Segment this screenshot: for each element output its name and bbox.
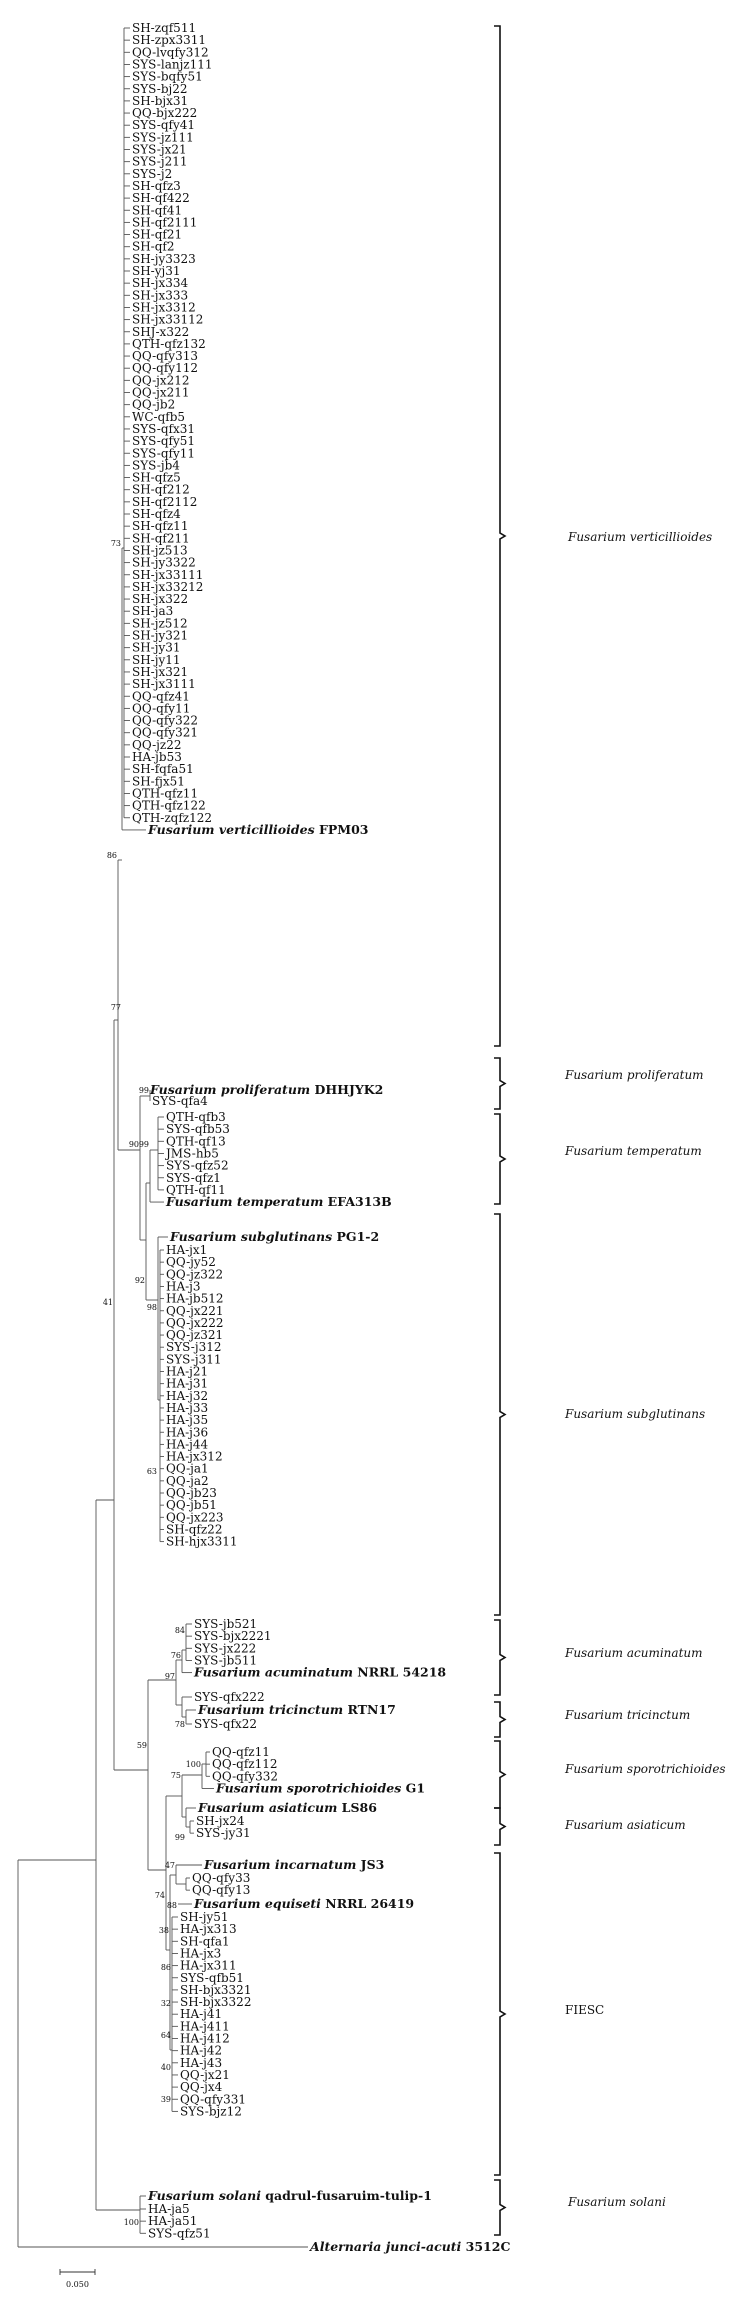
clade-braces (494, 26, 505, 2235)
bootstrap-value: 98 (146, 1303, 157, 1312)
leaf-label: HA-jx313 (180, 1922, 237, 1937)
leaf-label: SH-qf41 (132, 203, 183, 218)
leaf-label: SH-fjx51 (132, 774, 185, 789)
leaf-label: SH-jx33111 (132, 567, 204, 582)
reference-strain-label (165, 1194, 392, 1209)
reference-strain: EFA313B (323, 1194, 392, 1210)
reference-strain-label (197, 1800, 377, 1815)
leaf-label: QTH-qfz122 (132, 798, 206, 813)
leaf-label: SYS-qfx222 (194, 1690, 265, 1704)
leaf-label: HA-jx311 (180, 1958, 237, 1973)
leaf-label: QQ-jz321 (166, 1328, 224, 1343)
reference-strain-label (309, 2239, 510, 2254)
leaf-label: WC-qfb5 (132, 409, 186, 424)
leaf-label: QQ-jb2 (132, 397, 176, 412)
leaf-label: SH-qf211 (132, 531, 190, 546)
leaf-label: SYS-bjx2221 (194, 1629, 272, 1644)
leaf-label: QQ-jx4 (180, 2080, 223, 2095)
leaf-label: QQ-jx222 (166, 1315, 224, 1330)
reference-strain-label (193, 1896, 414, 1911)
bootstrap-value: 92 (134, 1276, 145, 1285)
clade-label-verticillioides: Fusarium verticillioides (568, 530, 713, 544)
leaf-label: SH-yj31 (132, 264, 181, 278)
clade-label-asiaticum: Fusarium asiaticum (565, 1818, 686, 1832)
bootstrap-value: 40 (160, 2063, 171, 2072)
leaf-label: HA-ja51 (148, 2214, 198, 2229)
leaf-label: SH-hjx3311 (166, 1534, 238, 1549)
leaf-label: QTH-qf11 (166, 1182, 226, 1197)
reference-strain: JS3 (356, 1857, 385, 1872)
leaf-label: SH-jx322 (132, 592, 189, 607)
leaf-label: QQ-jx223 (166, 1510, 224, 1525)
reference-strain: NRRL 54218 (352, 1664, 447, 1680)
reference-species: Fusarium incarnatum (204, 1857, 357, 1872)
leaf-label: QTH-qf13 (166, 1134, 226, 1149)
reference-strain-label (203, 1857, 384, 1872)
reference-strain-label (147, 822, 369, 837)
clade-label-sporotrichioides: Fusarium sporotrichioides (565, 1762, 726, 1776)
reference-species: Fusarium equiseti (194, 1896, 321, 1911)
bootstrap-value: 59 (136, 1741, 147, 1750)
leaf-label: SH-qf21 (132, 227, 183, 242)
leaf-label: SYS-jb521 (194, 1617, 258, 1631)
bootstrap-value: 64 (160, 2031, 171, 2040)
leaf-label: SH-qf2111 (132, 215, 198, 230)
leaf-label: QQ-qfy332 (212, 1769, 278, 1784)
bootstrap-value: 75 (170, 1771, 181, 1780)
bootstrap-value: 90 (128, 1140, 139, 1149)
leaf-label: SYS-jb4 (132, 458, 180, 473)
reference-species: Fusarium sporotrichioides (216, 1780, 402, 1796)
leaf-label: QQ-jx211 (132, 385, 190, 400)
leaf-label: JMS-hb5 (166, 1146, 219, 1161)
leaf-labels (132, 21, 510, 2254)
clade-brace (494, 26, 505, 1046)
leaf-label: SH-jx24 (196, 1814, 245, 1828)
clade-brace (494, 1214, 505, 1615)
bootstrap-value: 99 (138, 1086, 149, 1095)
leaf-label: SH-jx33212 (132, 579, 204, 594)
leaf-label: SYS-j311 (166, 1352, 222, 1367)
leaf-label: SH-jx3111 (132, 677, 196, 692)
leaf-label: SYS-qfy11 (132, 446, 196, 461)
leaf-label: QQ-qfy331 (180, 2092, 246, 2107)
reference-strain: G1 (401, 1780, 426, 1796)
leaf-label: SYS-bjz12 (180, 2104, 242, 2119)
leaf-label: SYS-qfb51 (180, 1970, 244, 1985)
leaf-label: SH-jx334 (132, 276, 189, 291)
leaf-label: QQ-qfy13 (192, 1883, 251, 1898)
clade-label-acuminatum: Fusarium acuminatum (565, 1646, 703, 1660)
leaf-label: HA-j44 (166, 1437, 209, 1452)
leaf-label: SH-jy51 (180, 1910, 229, 1924)
reference-species: Fusarium verticillioides (148, 821, 315, 837)
reference-strain-label (169, 1229, 379, 1244)
leaf-label: SH-qf422 (132, 191, 190, 206)
clade-brace (494, 1741, 505, 1808)
leaf-label: HA-j33 (166, 1400, 209, 1415)
reference-strain-label (147, 2188, 432, 2203)
leaf-label: QQ-qfz11 (212, 1745, 270, 1759)
clade-brace (494, 1808, 505, 1845)
bootstrap-value: 99 (174, 1833, 185, 1842)
clade-label-fiesc: FIESC (565, 2003, 605, 2017)
reference-strain: NRRL 26419 (320, 1896, 415, 1911)
leaf-label: SYS-bj22 (132, 81, 188, 96)
leaf-label: SH-jy3322 (132, 555, 196, 570)
leaf-label: QQ-qfy112 (132, 361, 198, 376)
clade-label-solani: Fusarium solani (568, 2195, 666, 2209)
reference-strain: DHHJYK2 (310, 1082, 384, 1097)
leaf-label: SYS-jx21 (132, 142, 187, 157)
leaf-label: SYS-lanjz111 (132, 57, 213, 72)
leaf-label: HA-jx3 (180, 1946, 222, 1961)
clade-brace (494, 1702, 505, 1737)
leaf-label: SH-jx3312 (132, 300, 196, 315)
leaf-label: SH-jy321 (132, 628, 189, 643)
clade-label-temperatum: Fusarium temperatum (565, 1144, 702, 1158)
reference-strain: 3512C (461, 2239, 511, 2254)
leaf-label: QQ-jb23 (166, 1486, 217, 1500)
leaf-label: QQ-ja1 (166, 1461, 209, 1476)
bootstrap-value: 88 (166, 1901, 177, 1910)
leaf-label: SYS-jb511 (194, 1653, 258, 1668)
reference-strain: FPM03 (314, 821, 369, 837)
bootstrap-value: 84 (174, 1626, 185, 1635)
leaf-label: SHJ-x322 (132, 324, 190, 339)
leaf-label: SH-jy3323 (132, 251, 196, 266)
leaf-label: HA-j31 (166, 1376, 209, 1391)
leaf-label: SH-bjx31 (132, 93, 189, 108)
bootstrap-value: 78 (174, 1720, 185, 1729)
reference-species: Fusarium solani (148, 2188, 261, 2203)
reference-species: Fusarium acuminatum (194, 1664, 353, 1680)
leaf-label: QTH-qfz132 (132, 336, 206, 351)
leaf-label: SH-qf2112 (132, 494, 198, 509)
leaf-label: SYS-j211 (132, 154, 188, 169)
leaf-label: QQ-qfz41 (132, 689, 190, 704)
leaf-label: QQ-jb51 (166, 1498, 217, 1513)
clade-label-subglutinans: Fusarium subglutinans (565, 1407, 706, 1421)
leaf-label: SH-qfz3 (132, 178, 181, 193)
leaf-label: HA-j42 (180, 2043, 223, 2058)
leaf-label: QTH-qfb3 (166, 1110, 226, 1124)
leaf-label: HA-j412 (180, 2031, 230, 2046)
leaf-label: SYS-jz111 (132, 130, 194, 145)
leaf-label: HA-j32 (166, 1388, 209, 1403)
leaf-label: SH-jx321 (132, 664, 189, 679)
reference-species: Fusarium subglutinans (170, 1229, 333, 1244)
leaf-label: SH-jz513 (132, 543, 188, 558)
leaf-label: SH-jy31 (132, 640, 181, 655)
leaf-label: SYS-qfa4 (152, 1094, 208, 1108)
leaf-label: QQ-qfy33 (192, 1871, 251, 1885)
leaf-label: SH-bjx3322 (180, 1995, 252, 2010)
clade-label-tricinctum: Fusarium tricinctum (565, 1708, 691, 1722)
reference-strain-label (215, 1780, 425, 1795)
scale-bar-label: 0.050 (66, 2280, 89, 2289)
leaf-label: HA-jx312 (166, 1449, 223, 1464)
reference-strain: LS86 (337, 1800, 377, 1815)
leaf-label: SYS-qfz1 (166, 1170, 221, 1185)
leaf-label: SH-qfz4 (132, 507, 181, 521)
leaf-label: HA-ja5 (148, 2202, 190, 2216)
leaf-label: HA-jx1 (166, 1243, 208, 1257)
clade-brace (494, 1058, 505, 1109)
bootstrap-value: 32 (160, 1999, 171, 2008)
bootstrap-value: 38 (158, 1926, 169, 1935)
leaf-label: SH-zqf511 (132, 21, 197, 35)
bootstrap-value: 73 (110, 539, 121, 548)
clade-brace (494, 1620, 505, 1695)
leaf-label: SYS-qfx31 (132, 421, 196, 436)
clade-brace (494, 1853, 505, 2175)
bootstrap-value: 100 (123, 2218, 139, 2227)
leaf-label: QQ-jz322 (166, 1267, 224, 1282)
leaf-label: HA-jb53 (132, 750, 182, 764)
leaf-label: HA-j411 (180, 2019, 230, 2034)
leaf-label: SH-qfz22 (166, 1522, 223, 1537)
leaf-label: QQ-qfy11 (132, 701, 191, 716)
leaf-label: QTH-zqfz122 (132, 810, 213, 825)
leaf-label: SH-qfa1 (180, 1934, 230, 1949)
leaf-label: QQ-qfy321 (132, 725, 198, 740)
leaf-label: SYS-jx222 (194, 1641, 257, 1656)
scale-bar (60, 2269, 95, 2289)
bootstrap-value: 100 (185, 1760, 201, 1769)
leaf-label: SH-jx333 (132, 288, 189, 303)
leaf-label: QQ-jx212 (132, 373, 190, 388)
leaf-label: SH-jx33112 (132, 312, 204, 327)
reference-species: Fusarium asiaticum (198, 1800, 338, 1815)
leaf-label: SH-zpx3311 (132, 33, 207, 48)
leaf-label: SYS-qfy41 (132, 118, 196, 133)
leaf-label: HA-j35 (166, 1413, 209, 1428)
reference-strain-label (193, 1665, 446, 1680)
leaf-label: QQ-jx21 (180, 2067, 230, 2082)
leaf-label: QQ-jx221 (166, 1303, 224, 1318)
leaf-label: QQ-bjx222 (132, 106, 198, 121)
leaf-label: QQ-ja2 (166, 1473, 209, 1488)
bootstrap-value: 39 (160, 2095, 171, 2104)
reference-strain-label (197, 1702, 396, 1717)
leaf-label: QQ-jz22 (132, 737, 182, 752)
leaf-label: HA-j41 (180, 2007, 223, 2022)
leaf-label: SH-qf212 (132, 482, 190, 497)
bootstrap-value: 41 (102, 1298, 113, 1307)
leaf-label: HA-j21 (166, 1364, 209, 1379)
leaf-label: SYS-qfx22 (194, 1717, 258, 1731)
reference-strain: qadrul-fusaruim-tulip-1 (260, 2188, 432, 2203)
bootstrap-value: 99 (138, 1140, 149, 1149)
reference-species: Fusarium tricinctum (198, 1702, 344, 1717)
leaf-label: HA-jb512 (166, 1291, 224, 1306)
leaf-label: HA-j3 (166, 1279, 201, 1294)
leaf-label: SYS-qfy51 (132, 434, 196, 449)
leaf-label: SH-ja3 (132, 604, 174, 619)
reference-strain: RTN17 (343, 1702, 396, 1717)
leaf-label: SYS-j312 (166, 1340, 222, 1355)
leaf-label: SYS-j2 (132, 166, 173, 181)
leaf-label: QTH-qfz11 (132, 786, 199, 801)
leaf-label: SH-jy11 (132, 652, 181, 667)
leaf-label: QQ-qfz112 (212, 1757, 278, 1772)
leaf-label: SH-bjx3321 (180, 1982, 252, 1997)
leaf-label: HA-j43 (180, 2055, 223, 2070)
leaf-label: SYS-qfz52 (166, 1158, 229, 1173)
leaf-label: QQ-jy52 (166, 1255, 216, 1270)
leaf-label: SYS-qfz51 (148, 2226, 211, 2241)
clade-label-proliferatum: Fusarium proliferatum (565, 1068, 704, 1082)
clade-brace (494, 2180, 505, 2235)
leaf-label: HA-j36 (166, 1425, 209, 1440)
bootstrap-value: 74 (154, 1891, 165, 1900)
bootstrap-value: 76 (170, 1651, 181, 1660)
leaf-label: SYS-qfb53 (166, 1122, 230, 1137)
leaf-label: SYS-jy31 (196, 1826, 251, 1841)
leaf-label: SH-qf2 (132, 239, 175, 254)
bootstrap-value: 47 (164, 1861, 175, 1870)
bootstrap-value: 77 (110, 1003, 121, 1012)
reference-strain: PG1-2 (332, 1229, 380, 1244)
reference-species: Fusarium temperatum (166, 1194, 324, 1210)
leaf-label: SH-qfz11 (132, 519, 189, 534)
leaf-label: SH-jz512 (132, 616, 188, 631)
leaf-label: QQ-lvqfy312 (132, 45, 209, 60)
leaf-label: QQ-qfy322 (132, 713, 198, 728)
bootstrap-value: 86 (106, 851, 117, 860)
clade-brace (494, 1114, 505, 1204)
leaf-label: SH-fqfa51 (132, 762, 194, 777)
bootstrap-value: 86 (160, 1963, 171, 1972)
bootstrap-value: 97 (164, 1672, 175, 1681)
reference-species: Alternaria junci-acuti (310, 2239, 462, 2254)
leaf-label: QQ-qfy313 (132, 349, 198, 364)
leaf-label: SYS-bqfy51 (132, 69, 203, 84)
leaf-label: SH-qfz5 (132, 470, 181, 485)
reference-species: Fusarium proliferatum (150, 1082, 311, 1097)
bootstrap-value: 63 (146, 1467, 157, 1476)
